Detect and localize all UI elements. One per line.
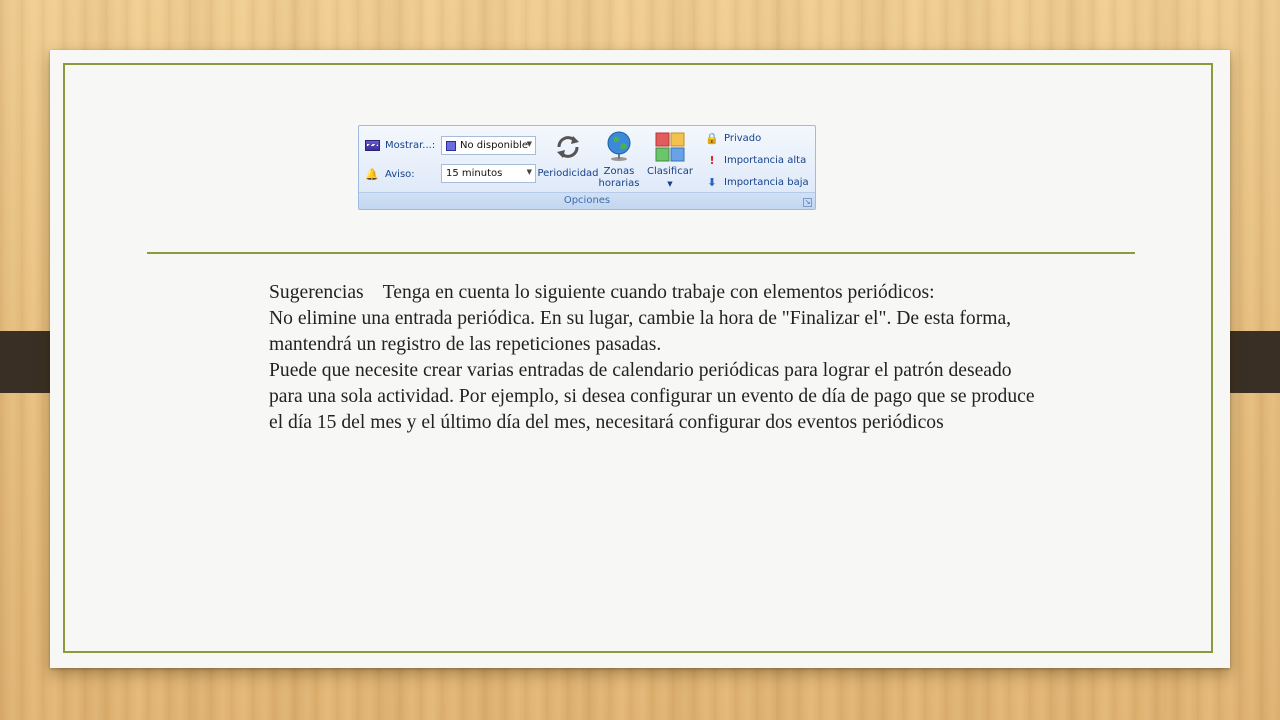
- recurrence-icon: [553, 132, 583, 162]
- private-button[interactable]: [705, 132, 761, 145]
- dialog-launcher-icon[interactable]: ↘: [804, 198, 811, 206]
- recurrence-button[interactable]: [537, 132, 599, 180]
- private-label: Privado: [724, 133, 762, 144]
- tips-intro-paragraph: [269, 280, 1039, 306]
- slide: [50, 50, 1230, 668]
- time-zones-button[interactable]: [595, 130, 643, 190]
- categories-icon: [655, 132, 685, 162]
- tips-heading: Sugerencias: [269, 282, 364, 303]
- show-as-icon: [365, 140, 380, 151]
- ribbon-group-label: [359, 192, 815, 209]
- recurrence-label: Periodicidad: [537, 168, 599, 179]
- high-importance-label: Importancia alta: [724, 155, 807, 166]
- tip-2: Puede que necesite crear varias entradas de calendario periódicas para lograr el patrón deseado para una sola actividad. Por ejemplo, si desea configurar un evento de día de pago que se produce el día 15 del mes y el último día del mes, necesitará configurar dos eventos periódicos: [269, 360, 1035, 433]
- reminder-value: 15 minutos: [446, 168, 503, 179]
- lock-icon: 🔒: [705, 132, 719, 145]
- chevron-down-icon: ▼: [667, 180, 673, 188]
- low-importance-label: Importancia baja: [724, 177, 809, 188]
- time-zones-label-1: Zonas: [603, 166, 635, 177]
- tips-intro: Tenga en cuenta lo siguiente cuando trabaje con elementos periódicos:: [382, 282, 935, 303]
- show-as-value: No disponible: [460, 140, 528, 151]
- time-zones-label-2: horarias: [598, 178, 640, 189]
- arrow-down-icon: ⬇: [707, 176, 717, 189]
- show-as-label: Mostrar...:: [385, 140, 436, 151]
- reminder-row: [365, 168, 415, 181]
- high-importance-button[interactable]: [705, 154, 806, 167]
- globe-icon: [605, 130, 633, 162]
- divider-line: [147, 252, 1135, 254]
- categorize-button[interactable]: [643, 132, 697, 190]
- categorize-label: Clasificar: [647, 166, 693, 177]
- reminder-dropdown[interactable]: [441, 164, 536, 183]
- tip-1: No elimine una entrada periódica. En su lugar, cambie la hora de "Finalizar el". De esta forma, mantendrá un registro de las repeticiones pasadas.: [269, 308, 1012, 355]
- show-as-dropdown[interactable]: [441, 136, 536, 155]
- exclamation-icon: !: [709, 154, 715, 167]
- chevron-down-icon: ▼: [526, 168, 532, 176]
- ribbon-options-group: [358, 125, 816, 210]
- bell-icon: 🔔: [365, 168, 379, 181]
- reminder-label: Aviso:: [385, 169, 415, 180]
- low-importance-button[interactable]: [705, 176, 809, 189]
- chevron-down-icon: ▼: [526, 140, 532, 148]
- availability-swatch-icon: [446, 141, 456, 151]
- show-as-row: [365, 140, 435, 151]
- group-label: Opciones: [563, 195, 611, 206]
- tips-text: [269, 280, 1039, 436]
